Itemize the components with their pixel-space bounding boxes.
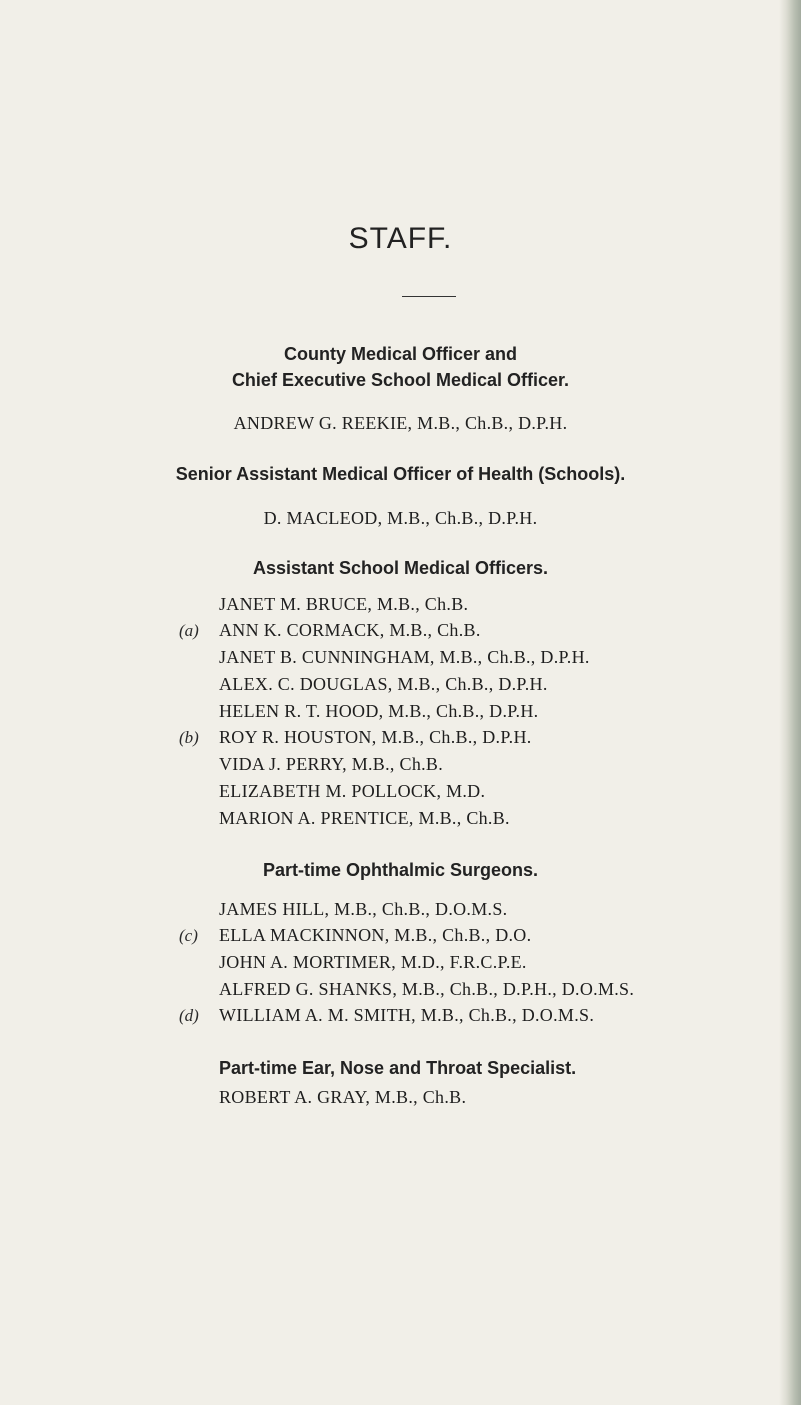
footnote-mark: (d) bbox=[179, 1006, 199, 1025]
footnote-mark: (b) bbox=[179, 728, 199, 747]
staff-entry: ROY R. HOUSTON, M.B., Ch.B., D.P.H. bbox=[219, 727, 532, 747]
page-title: STAFF. bbox=[348, 222, 453, 255]
staff-entry: ELLA MACKINNON, M.B., Ch.B., D.O. bbox=[219, 925, 532, 945]
staff-entry: ANN K. CORMACK, M.B., Ch.B. bbox=[219, 620, 481, 640]
assistant-officers-heading: Assistant School Medical Officers. bbox=[252, 558, 549, 578]
staff-entry: JOHN A. MORTIMER, M.D., F.R.C.P.E. bbox=[219, 952, 527, 972]
senior-assistant-heading: Senior Assistant Medical Officer of Health (Schools). bbox=[175, 464, 626, 484]
staff-entry: WILLIAM A. M. SMITH, M.B., Ch.B., D.O.M.S. bbox=[219, 1005, 595, 1025]
ent-specialist-heading: Part-time Ear, Nose and Throat Specialist. bbox=[219, 1058, 577, 1078]
staff-entry: JANET M. BRUCE, M.B., Ch.B. bbox=[219, 594, 469, 614]
footnote-mark: (a) bbox=[179, 621, 199, 640]
county-medical-officer-heading-line1: County Medical Officer and bbox=[283, 344, 518, 364]
staff-entry: ALFRED G. SHANKS, M.B., Ch.B., D.P.H., D.O.M.S. bbox=[219, 979, 635, 999]
title-divider bbox=[402, 296, 456, 297]
senior-assistant-name: D. MACLEOD, M.B., Ch.B., D.P.H. bbox=[263, 508, 538, 528]
staff-entry: JAMES HILL, M.B., Ch.B., D.O.M.S. bbox=[219, 899, 508, 919]
ophthalmic-surgeons-heading: Part-time Ophthalmic Surgeons. bbox=[262, 860, 539, 880]
staff-entry: HELEN R. T. HOOD, M.B., Ch.B., D.P.H. bbox=[219, 701, 539, 721]
staff-entry: JANET B. CUNNINGHAM, M.B., Ch.B., D.P.H. bbox=[219, 647, 590, 667]
county-medical-officer-heading-line2: Chief Executive School Medical Officer. bbox=[231, 370, 570, 390]
ent-specialist-name: ROBERT A. GRAY, M.B., Ch.B. bbox=[219, 1087, 467, 1107]
county-medical-officer-name: ANDREW G. REEKIE, M.B., Ch.B., D.P.H. bbox=[233, 413, 568, 433]
page-edge-shadow bbox=[779, 0, 801, 1405]
staff-entry: VIDA J. PERRY, M.B., Ch.B. bbox=[219, 754, 444, 774]
staff-entry: ALEX. C. DOUGLAS, M.B., Ch.B., D.P.H. bbox=[219, 674, 548, 694]
staff-entry: ELIZABETH M. POLLOCK, M.D. bbox=[219, 781, 486, 801]
footnote-mark: (c) bbox=[179, 926, 198, 945]
staff-entry: MARION A. PRENTICE, M.B., Ch.B. bbox=[219, 808, 510, 828]
